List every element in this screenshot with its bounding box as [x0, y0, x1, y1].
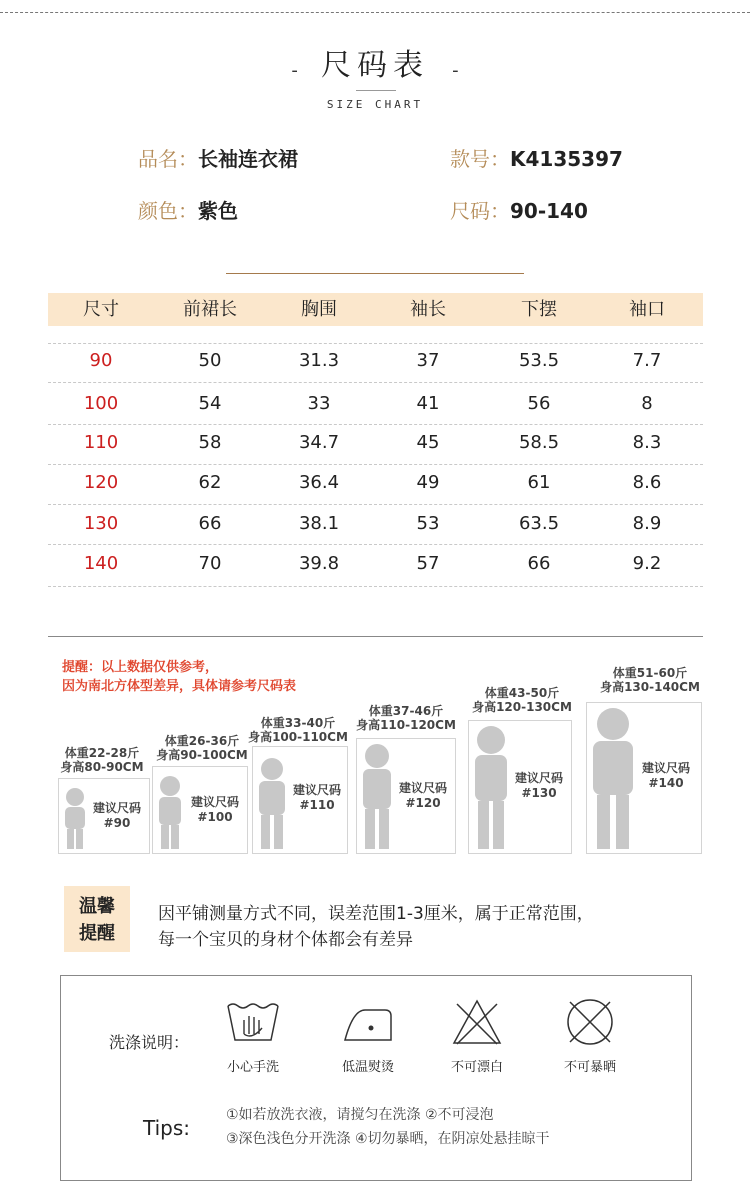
cell-cuff: 8.3 [632, 432, 662, 453]
style-number-field [450, 143, 623, 172]
cell-size: 110 [83, 432, 119, 453]
kid-1-recommend [85, 801, 149, 831]
kid-6-weight: 体重51-60斤 [612, 666, 688, 680]
hand-wash-icon [226, 1002, 280, 1044]
child-silhouette-icon [359, 743, 395, 851]
kid-1-label [54, 746, 150, 774]
care-instructions-box [60, 975, 692, 1181]
header-cell-hem: 下摆 [521, 299, 557, 320]
cell-front-length: 50 [198, 350, 222, 371]
kid-5-label [470, 686, 574, 714]
no-bleach-caption: 不可漂白 [450, 1060, 503, 1075]
child-silhouette-icon [589, 707, 637, 851]
cell-front-length: 70 [198, 553, 222, 574]
kid-2-height: 身高90-100CM [156, 748, 248, 762]
kid-3-recommend [285, 783, 349, 813]
cell-sleeve: 45 [416, 432, 440, 453]
cell-sleeve: 57 [416, 553, 440, 574]
no-sun-icon [564, 996, 616, 1048]
kid-1-weight: 体重22-28斤 [64, 746, 140, 760]
recommend-size: #140 [648, 776, 684, 790]
table-row [48, 432, 703, 456]
child-silhouette-icon [155, 775, 185, 851]
kid-3-height: 身高100-110CM [248, 730, 348, 744]
cell-chest: 31.3 [298, 350, 340, 371]
kid-1-height: 身高80-90CM [60, 760, 144, 774]
cell-front-length: 54 [198, 393, 222, 414]
table-row-divider [48, 343, 703, 344]
cell-chest: 39.8 [298, 553, 340, 574]
cell-hem: 56 [527, 393, 551, 414]
reminder-line-2: 因为南北方体型差异，具体请参考尺码表 [62, 679, 297, 694]
cell-front-length: 58 [198, 432, 222, 453]
kid-2-recommend [183, 795, 247, 825]
height-guide [0, 640, 750, 865]
kid-3-weight: 体重33-40斤 [260, 716, 336, 730]
kid-2-weight: 体重26-36斤 [164, 734, 240, 748]
kid-6-label [596, 666, 704, 694]
title-underline [356, 90, 396, 91]
kid-4-recommend [391, 781, 455, 811]
page-subtitle: SIZE CHART [326, 98, 424, 111]
cell-front-length: 62 [198, 472, 222, 493]
section-divider [48, 636, 703, 637]
kid-5-height: 身高120-130CM [472, 700, 572, 714]
cell-cuff: 8.6 [632, 472, 662, 493]
product-name-field [138, 143, 298, 172]
size-range-field [450, 195, 588, 224]
child-silhouette-icon [471, 725, 511, 851]
recommend-label: 建议尺码 [92, 801, 141, 815]
kid-4-card [356, 738, 456, 854]
kid-4-label [354, 704, 458, 732]
color-field [138, 195, 238, 224]
table-row-divider [48, 424, 703, 425]
cell-size: 90 [89, 350, 113, 371]
product-name-value: 长袖连衣裙 [198, 147, 298, 171]
cell-front-length: 66 [198, 513, 222, 534]
cell-hem: 53.5 [518, 350, 560, 371]
no-sun-caption: 不可暴晒 [563, 1060, 616, 1075]
recommend-label: 建议尺码 [292, 783, 341, 797]
header-cell-front-length: 前裙长 [183, 299, 237, 320]
warm-tip-text-1: 因平铺测量方式不同，误差范围1-3厘米，属于正常范围， [158, 904, 594, 924]
cell-cuff: 8 [641, 393, 653, 414]
top-divider [0, 12, 750, 13]
tip-line-2: ③深色浅色分开洗涤 ④切勿暴晒，在阴凉处悬挂晾干 [226, 1131, 550, 1147]
kid-2-card [152, 766, 248, 854]
title-row [0, 40, 750, 84]
warm-tip-badge [64, 886, 130, 952]
recommend-label: 建议尺码 [514, 771, 563, 785]
style-number-label: 款号： [450, 147, 510, 171]
cell-chest: 36.4 [298, 472, 340, 493]
table-row [48, 393, 703, 417]
size-range-label: 尺码： [450, 199, 510, 223]
color-value: 紫色 [198, 199, 238, 223]
kid-5-weight: 体重43-50斤 [484, 686, 560, 700]
table-row [48, 513, 703, 537]
table-row [48, 553, 703, 577]
recommend-label: 建议尺码 [641, 761, 690, 775]
cell-cuff: 8.9 [632, 513, 662, 534]
cell-hem: 61 [527, 472, 551, 493]
size-table-header [48, 293, 703, 326]
recommend-size: #120 [405, 796, 441, 810]
kid-4-weight: 体重37-46斤 [368, 704, 444, 718]
recommend-size: #130 [521, 786, 557, 800]
cell-size: 140 [83, 553, 119, 574]
kid-1-card [58, 778, 150, 854]
recommend-size: #90 [103, 816, 131, 830]
cell-size: 100 [83, 393, 119, 414]
product-name-label: 品名： [138, 147, 198, 171]
page-title: 尺码表 [321, 48, 429, 83]
recommend-label: 建议尺码 [190, 795, 239, 809]
info-divider [226, 273, 524, 274]
table-row-divider [48, 544, 703, 545]
header-cell-sleeve: 袖长 [410, 299, 446, 320]
header-cell-chest: 胸围 [301, 299, 337, 320]
cell-size: 120 [83, 472, 119, 493]
table-row-divider [48, 504, 703, 505]
cell-hem: 66 [527, 553, 551, 574]
cell-cuff: 7.7 [632, 350, 662, 371]
title-left-dash: - [291, 60, 298, 81]
table-row-divider [48, 382, 703, 383]
recommend-size: #100 [197, 810, 233, 824]
title-right-dash: - [452, 60, 459, 81]
cell-cuff: 9.2 [632, 553, 662, 574]
tip-line-1: ①如若放洗衣液，请搅匀在洗涤 ②不可浸泡 [226, 1107, 494, 1123]
hand-wash-caption: 小心手洗 [226, 1060, 279, 1075]
cell-sleeve: 53 [416, 513, 440, 534]
kid-6-card [586, 702, 702, 854]
low-iron-caption: 低温熨烫 [341, 1060, 394, 1075]
kid-4-height: 身高110-120CM [356, 718, 456, 732]
warm-tip-text-2: 每一个宝贝的身材个体都会有差异 [158, 930, 413, 950]
table-row [48, 350, 703, 374]
tips-label: Tips: [143, 1116, 191, 1140]
cell-hem: 58.5 [518, 432, 560, 453]
child-silhouette-icon [255, 757, 289, 851]
cell-chest: 34.7 [298, 432, 340, 453]
kid-6-recommend [633, 761, 699, 791]
kid-6-height: 身高130-140CM [600, 680, 700, 694]
warm-tip-badge-line-1: 温馨 [79, 896, 115, 917]
cell-sleeve: 49 [416, 472, 440, 493]
kid-3-card [252, 746, 348, 854]
kid-3-label [246, 716, 350, 744]
header-cell-cuff: 袖口 [629, 299, 665, 320]
cell-sleeve: 41 [416, 393, 440, 414]
cell-hem: 63.5 [518, 513, 560, 534]
cell-chest: 38.1 [298, 513, 340, 534]
cell-chest: 33 [307, 393, 331, 414]
no-bleach-icon [451, 998, 503, 1046]
cell-sleeve: 37 [416, 350, 440, 371]
kid-2-label [152, 734, 252, 762]
kid-5-card [468, 720, 572, 854]
cell-size: 130 [83, 513, 119, 534]
table-row-divider [48, 586, 703, 587]
care-label: 洗涤说明： [109, 1033, 190, 1052]
table-row-divider [48, 464, 703, 465]
table-row [48, 472, 703, 496]
reminder-line-1: 提醒：以上数据仅供参考， [62, 660, 219, 675]
size-range-value: 90-140 [510, 199, 588, 223]
color-label: 颜色： [138, 199, 198, 223]
warm-tip-badge-line-2: 提醒 [79, 923, 115, 944]
header-cell-size: 尺寸 [83, 299, 119, 320]
recommend-label: 建议尺码 [398, 781, 447, 795]
recommend-size: #110 [299, 798, 335, 812]
low-iron-icon [341, 1006, 395, 1044]
style-number-value: K4135397 [510, 147, 623, 171]
kid-5-recommend [507, 771, 571, 801]
